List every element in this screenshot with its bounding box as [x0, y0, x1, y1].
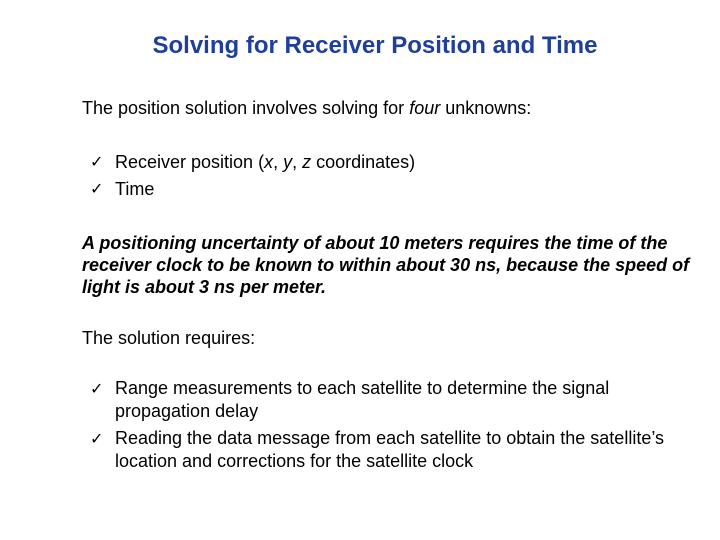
unknown-position-text [115, 152, 415, 172]
coord-z: z [302, 152, 312, 172]
coord-sep: , [292, 152, 303, 172]
coords-label: coordinates) [311, 152, 416, 172]
uncertainty-note: A positioning uncertainty of about 10 meters requires the time of the receiver clock to be known to within about 30 ns, because the speed of light is about 3 ns per meter. [82, 233, 690, 297]
list-item [90, 150, 690, 174]
intro-emphasis: four [409, 98, 441, 118]
unknowns-list [90, 150, 690, 204]
list-item [90, 177, 690, 201]
coord-sep: , [273, 152, 284, 172]
intro-text-before: The position solution involves solving for [82, 98, 410, 118]
requirement-text: Reading the data message from each satellite to obtain the satellite’s location and corrections for the satellite clock [115, 428, 664, 471]
checkmark-icon: ✓ [90, 379, 104, 398]
checkmark-icon: ✓ [90, 152, 104, 171]
requirement-text: Range measurements to each satellite to determine the signal propagation delay [115, 378, 610, 421]
requires-heading: The solution requires: [82, 328, 256, 348]
requirements-list [90, 377, 690, 477]
coord-x: x [264, 152, 274, 172]
checkmark-icon: ✓ [90, 179, 104, 198]
checkmark-icon: ✓ [90, 429, 104, 448]
intro-paragraph [82, 97, 692, 119]
coord-y: y [283, 152, 293, 172]
list-item [90, 377, 690, 423]
slide-title: Solving for Receiver Position and Time [152, 32, 598, 59]
position-label: Receiver position ( [115, 152, 265, 172]
intro-text-after: unknowns: [440, 98, 532, 118]
list-item [90, 427, 690, 473]
unknown-time-text: Time [115, 179, 155, 199]
